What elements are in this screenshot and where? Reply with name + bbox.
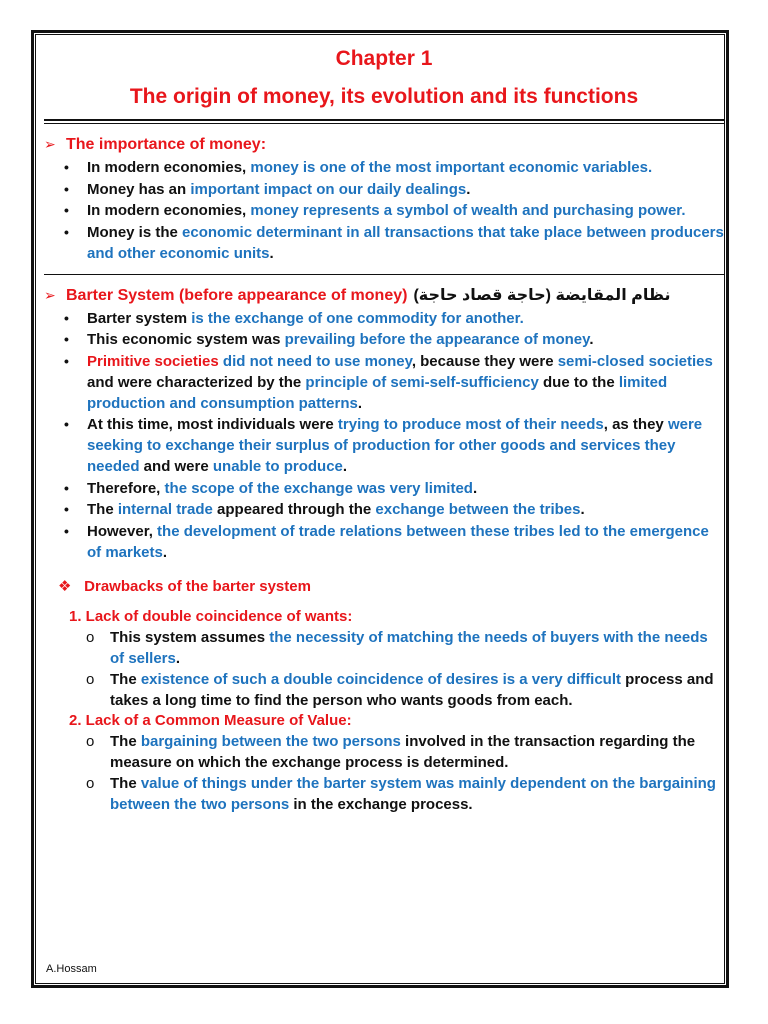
text-run: the development of trade relations between these tribes led to the emergence of markets: [87, 522, 709, 561]
text-run: At this time, most individuals were: [87, 416, 338, 433]
list-item: [44, 308, 724, 329]
bullet-icon: •: [64, 416, 69, 432]
text-run: due to the: [538, 373, 619, 391]
text-run: .: [357, 394, 362, 412]
text-run: Money has an: [87, 180, 191, 198]
author-footer: A.Hossam: [46, 963, 97, 975]
text-run: , as they: [603, 416, 668, 433]
text-run: .: [589, 331, 594, 348]
text-run: semi-closed societies: [557, 352, 713, 370]
text-run: .: [472, 479, 478, 497]
text-run: bargaining between the two persons: [140, 732, 401, 750]
text-run: were seeking to exchange their surplus of production for other goods and services they needed: [87, 416, 703, 475]
text-run: is the exchange of one commodity for another.: [191, 309, 524, 327]
text-run: Barter system: [87, 309, 192, 327]
text-run: involved in the transaction regarding the measure on which the exchange process is determined.: [110, 732, 696, 771]
text-run: .: [162, 543, 168, 561]
bullet-icon: •: [64, 309, 69, 326]
page-content: [44, 40, 724, 815]
bullet-icon: •: [64, 479, 69, 496]
list-item: [44, 478, 724, 499]
text-run: The: [87, 501, 118, 518]
circle-bullet-icon: o: [86, 628, 95, 646]
list-item: [44, 222, 724, 264]
text-run: .: [580, 501, 585, 518]
text-run: and were: [139, 458, 213, 475]
text-run: in the exchange process.: [289, 795, 473, 813]
circle-bullet-icon: o: [86, 670, 95, 688]
text-run: In modern economies,: [87, 159, 251, 176]
list-item: [44, 499, 724, 520]
list-item: [44, 351, 724, 414]
text-run: The: [110, 670, 141, 688]
text-run: .: [342, 458, 348, 475]
list-item: [44, 157, 724, 178]
arrow-bullet-icon: ➢: [44, 286, 56, 303]
text-run: Therefore,: [87, 479, 165, 497]
text-run: Money is the: [87, 223, 183, 241]
text-run: internal trade: [117, 501, 213, 518]
text-run: limited production and consumption patterns: [87, 373, 668, 412]
diamond-bullet-icon: ❖: [58, 577, 72, 595]
text-run: appeared through the: [212, 501, 376, 518]
chapter-label: Chapter 1: [335, 47, 433, 70]
section-barter-heading: [44, 285, 724, 306]
text-run: existence of such a double coincidence of desires is a very difficult: [140, 670, 621, 688]
list-item: [44, 773, 724, 815]
list-item: [44, 669, 724, 711]
text-run: .: [466, 180, 471, 198]
bullet-icon: •: [64, 501, 69, 517]
text-run: However,: [87, 522, 158, 540]
text-run: the necessity of matching the needs of buyers with the needs of sellers: [110, 628, 708, 667]
section-divider: [44, 274, 724, 275]
text-run: The: [110, 774, 141, 792]
text-run: and were characterized by the: [87, 373, 306, 391]
list-item: [44, 521, 724, 563]
text-run: This system assumes: [110, 628, 270, 646]
bullet-icon: •: [64, 223, 69, 240]
bullet-icon: •: [64, 522, 69, 539]
list-item: [44, 414, 724, 477]
bullet-icon: •: [64, 180, 69, 197]
list-item: [44, 731, 724, 773]
text-run: process and takes a long time to find the person who wants goods from each.: [110, 670, 714, 709]
bullet-icon: •: [64, 331, 69, 347]
text-run: Primitive societies: [87, 352, 223, 370]
list-item: [44, 200, 724, 221]
text-run: This economic system was: [87, 331, 285, 348]
circle-bullet-icon: o: [86, 732, 95, 750]
text-run: trying to produce most of their needs: [337, 416, 604, 433]
text-run: did not need to use money: [222, 352, 412, 370]
text-run: money represents a symbol of wealth and purchasing power.: [250, 202, 686, 219]
list-item: [44, 627, 724, 669]
list-item: [44, 329, 724, 350]
text-run: , because they were: [411, 352, 558, 370]
drawbacks-title: Drawbacks of the barter system: [84, 577, 311, 595]
page-title: The origin of money, its evolution and its functions: [129, 85, 639, 108]
text-run: The: [110, 732, 141, 750]
text-run: .: [269, 244, 274, 262]
text-run: principle of semi-self-sufficiency: [305, 373, 539, 391]
text-run: unable to produce: [212, 458, 343, 475]
drawback-2-list: [44, 731, 724, 815]
text-run: economic determinant in all transactions that take place between producers and other economic units: [87, 223, 724, 262]
bullet-icon: •: [64, 202, 69, 218]
text-run: In modern economies,: [87, 202, 251, 219]
importance-list: [44, 157, 724, 264]
section-importance-heading: [44, 134, 724, 155]
title-divider: [44, 119, 724, 124]
circle-bullet-icon: o: [86, 774, 95, 792]
text-run: .: [175, 649, 181, 667]
text-run: value of things under the barter system was mainly dependent on the bargaining between the two persons: [110, 774, 716, 813]
list-item: [44, 179, 724, 200]
text-run: prevailing before the appearance of money: [284, 331, 590, 348]
drawbacks-heading: [58, 577, 724, 597]
text-run: exchange between the tribes: [375, 501, 581, 518]
bullet-icon: •: [64, 352, 69, 369]
barter-list: [44, 308, 724, 563]
section-importance-title: The importance of money:: [66, 136, 267, 153]
arrow-bullet-icon: ➢: [44, 136, 56, 152]
bullet-icon: •: [64, 159, 69, 175]
text-run: important impact on our daily dealings: [190, 180, 467, 198]
section-barter-arabic-title: نظام المقايضة (حاجة قصاد حاجة): [413, 286, 671, 304]
text-run: money is one of the most important economic variables.: [250, 159, 653, 176]
drawback-1-list: [44, 627, 724, 711]
drawback-2-heading: 2. Lack of a Common Measure of Value:: [69, 711, 352, 729]
section-barter-title: Barter System (before appearance of money): [66, 286, 408, 304]
drawback-1-heading: 1. Lack of double coincidence of wants:: [69, 607, 353, 625]
text-run: the scope of the exchange was very limited: [164, 479, 473, 497]
